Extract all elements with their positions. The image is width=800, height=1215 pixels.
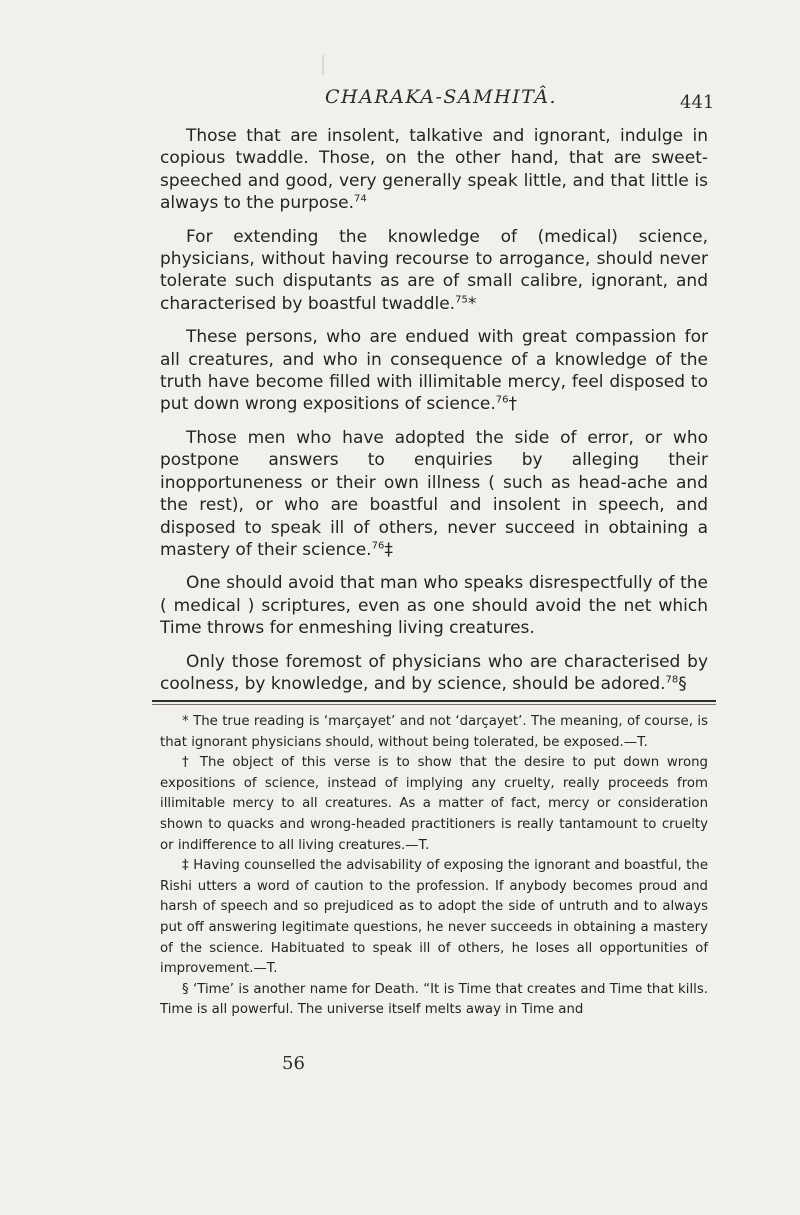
paragraph: Those that are insolent, talkative and ignorant, indulge in copious twaddle. Those, on the other hand, that are sweet-speeched and good, very generally speak little, and that little is always to the purpose.$^{74}$ xyxy=(160,126,708,214)
footnote-divider-thin xyxy=(152,704,716,705)
footnote-mark: † xyxy=(508,394,518,415)
footnote-divider xyxy=(152,700,716,702)
paragraph: Only those foremost of physicians who are characterised by coolness, by knowledge, and by science, should be adored.$^{78}$§ xyxy=(160,651,708,694)
footnote: † The object of this verse is to show that the desire to put down wrong expositions of science, instead of implying any cruelty, really proceeds from illimitable mercy to all creatures. As a matter of fact, mercy or consideration shown to quacks and wrong-headed practitioners is really tantamount to cruelty or indifference to all living creatures.—T. xyxy=(160,755,708,853)
footnote: ‡ Having counselled the advisability of exposing the ignorant and boastful, the Rishi utters a word of caution to the profession. If anybody becomes proud and harsh of speech and so prejudiced as to adopt the side of untruth and to always put off answering legitimate questions, he never succeeds in obtaining a mastery of the science. Habituated to speak ill of others, he loses all opportunities of improvement.—T. xyxy=(160,858,708,977)
fold-mark xyxy=(322,55,324,75)
footnote: § ‘Time’ is another name for Death. “It is Time that creates and Time that kills. Time is all powerful. The universe itself melts away in Time and xyxy=(160,981,708,1018)
note-reference: 74 xyxy=(354,193,367,205)
main-text xyxy=(160,125,708,706)
note-reference: 75 xyxy=(455,294,468,306)
paragraph: These persons, who are endued with great compassion for all creatures, and who in consequence of a knowledge of the truth have become filled with illimitable mercy, feel disposed to put down wrong expositions of science.$^{76}$† xyxy=(160,327,708,415)
note-reference: 76 xyxy=(495,394,509,406)
paragraph: Those men who have adopted the side of error, or who postpone answers to enquiries by alleging their inopportuneness or their own illness ( such as head-ache and the rest), or who are boastful and insolent in speech, and disposed to speak ill of others, never succeed in obtaining a mastery of their science.$^{76}$‡ xyxy=(160,427,708,560)
signature-mark: 56 xyxy=(282,1053,305,1074)
page-number: 441 xyxy=(680,92,715,113)
footnote-mark: * xyxy=(467,293,477,314)
note-reference: 76 xyxy=(371,540,385,552)
footnote-mark: § xyxy=(678,673,687,694)
paragraph: For extending the knowledge of (medical) science, physicians, without having recourse to arrogance, should never tolerate such disputants as are of small calibre, ignorant, and characterised by boastful twaddle.$^{75}$* xyxy=(160,226,708,314)
page-header xyxy=(0,82,800,112)
footnote-mark: ‡ xyxy=(384,539,393,560)
note-reference: 78 xyxy=(665,674,679,686)
running-title: CHARAKA-SAMHITÂ. xyxy=(325,86,558,108)
paragraph: One should avoid that man who speaks disrespectfully of the ( medical ) scriptures, even as one should avoid the net which Time throws for enmeshing living creatures. xyxy=(160,573,708,639)
footnote: * The true reading is ‘marçayet’ and not ‘darçayet’. The meaning, of course, is that ignorant physicians should, without being tolerated, be exposed.—T. xyxy=(160,714,708,750)
footnotes xyxy=(160,712,708,1021)
